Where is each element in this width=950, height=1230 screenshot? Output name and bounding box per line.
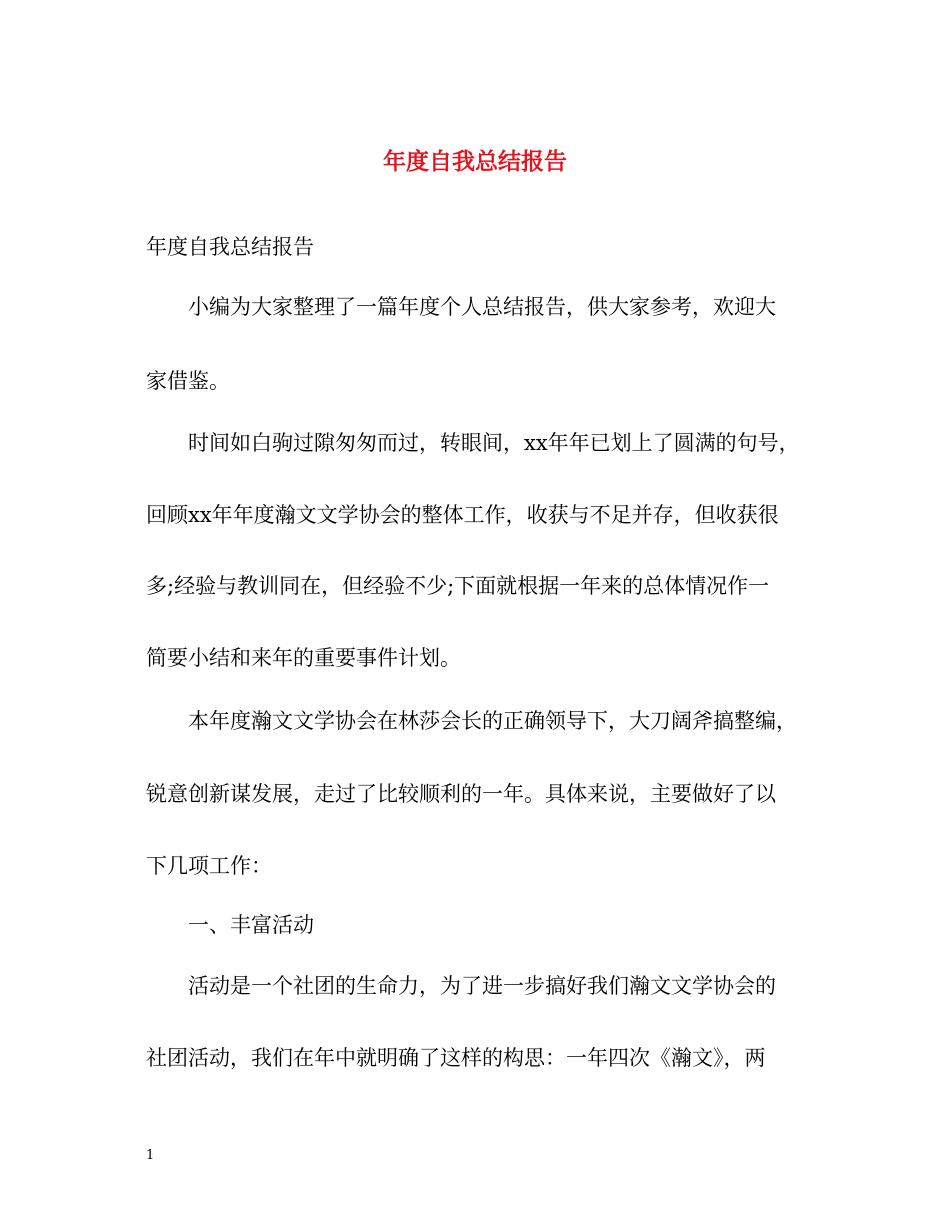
paragraph-line: 锐意创新谋发展，走过了比较顺利的一年。具体来说，主要做好了以 (146, 782, 776, 806)
paragraph-line: 回顾xx年年度瀚文文学协会的整体工作，收获与不足并存，但收获很 (146, 503, 779, 527)
paragraph-line: 活动是一个社团的生命力，为了进一步搞好我们瀚文文学协会的 (188, 974, 776, 998)
paragraph-line: 小编为大家整理了一篇年度个人总结报告，供大家参考，欢迎大 (188, 295, 776, 319)
paragraph-line: 社团活动，我们在年中就明确了这样的构思：一年四次《瀚文》，两 (146, 1046, 766, 1070)
page-number: 1 (146, 1148, 155, 1163)
paragraph-line: 本年度瀚文文学协会在林莎会长的正确领导下，大刀阔斧搞整编， (188, 709, 797, 733)
subtitle-line: 年度自我总结报告 (146, 235, 314, 259)
paragraph-line: 下几项工作： (146, 854, 272, 878)
paragraph-line: 多;经验与教训同在，但经验不少;下面就根据一年来的总体情况作一 (146, 574, 770, 598)
paragraph-line: 时间如白驹过隙匆匆而过，转眼间，xx年年已划上了圆满的句号， (188, 431, 800, 455)
document-title: 年度自我总结报告 (383, 149, 567, 175)
paragraph-line: 家借鉴。 (146, 369, 230, 393)
paragraph-line: 简要小结和来年的重要事件计划。 (146, 646, 461, 670)
section-heading: 一、丰富活动 (188, 913, 314, 937)
